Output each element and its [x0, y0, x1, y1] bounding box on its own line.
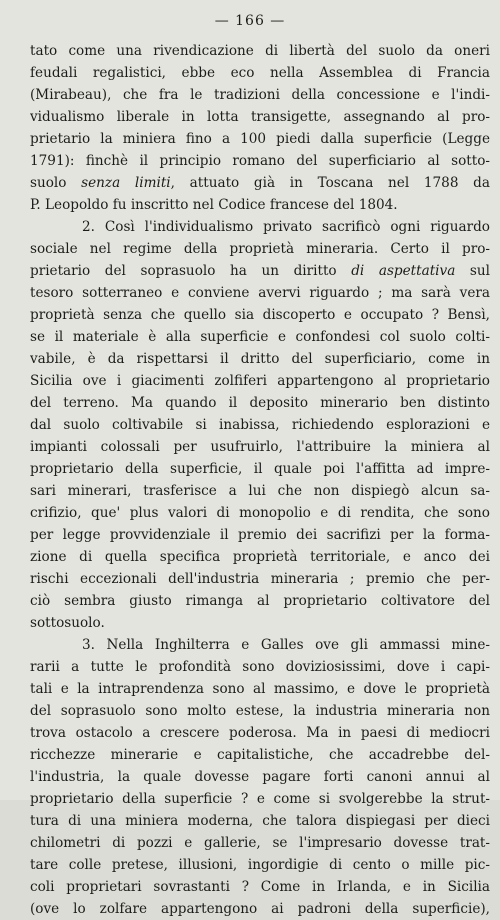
text-line: tato come una rivendicazione di libertà del suolo da oneri — [30, 43, 490, 59]
text-line: feudali regalistici, ebbe eco nella Assemblea di Francia — [30, 65, 490, 81]
text-line: (Mirabeau), che fra le tradizioni della concessione e l'indi- — [30, 87, 490, 103]
text-line: (ove lo zolfare appartengono ai padroni della superficie), — [30, 901, 490, 917]
text-line: tali e la intraprendenza sono al massimo, e dove le proprietà — [30, 681, 490, 697]
text-line: 2. Così l'individualismo privato sacrificò ogni riguardo — [82, 219, 490, 235]
text-line: del soprasuolo sono molto estese, la industria mineraria non — [30, 703, 490, 719]
text-line: proprietario della superficie ? e come si svolgerebbe la strut- — [30, 791, 490, 807]
text-line: se il materiale è alla superficie e confondesi col suolo colti- — [30, 329, 490, 345]
text-line: proprietà senza che quello sia discoperto e occupato ? Bensì, — [30, 307, 490, 323]
body-text — [30, 40, 490, 920]
text-line: zione di quella specifica proprietà territoriale, e anco dei — [30, 549, 490, 565]
text-line: suolo senza limiti, attuato già in Toscana nel 1788 da — [30, 175, 490, 191]
text-line: vabile, è da rispettarsi il dritto del superficiario, come in — [30, 351, 490, 367]
text-line: crifizio, que' plus valori di monopolio e di rendita, che sono — [30, 505, 490, 521]
text-line: 1791): finchè il principio romano del superficiario al sotto- — [30, 153, 490, 169]
page-number: — 166 — — [214, 13, 286, 29]
text-line: proprietario della superficie, il quale poi l'affitta ad impre- — [30, 461, 490, 477]
italic-phrase: senza limiti — [81, 175, 171, 191]
text-line: rischi eccezionali dell'industria mineraria ; premio che per- — [30, 571, 490, 587]
text-line: 3. Nella Inghilterra e Galles ove gli ammassi mine- — [82, 637, 490, 653]
text-line: dal suolo coltivabile si inabissa, richiedendo esplorazioni e — [30, 417, 490, 433]
text-line: vidualismo liberale in lotta transigette, assegnando al pro- — [30, 109, 490, 125]
text-line: sottosuolo. — [30, 615, 105, 631]
text-line: del terreno. Ma quando il deposito minerario ben distinto — [30, 395, 490, 411]
text-line: sociale nel regime della proprietà mineraria. Certo il pro- — [30, 241, 490, 257]
text-line: per legge provvidenziale il premio dei sacrifizi per la forma- — [30, 527, 490, 543]
text-line: ricchezze minerarie e capitalistiche, che accadrebbe del- — [30, 747, 490, 763]
text-line: ciò sembra giusto rimanga al proprietario coltivatore del — [30, 593, 490, 609]
text-line: tare colle pretese, illusioni, ingordigie di cento o mille pic- — [30, 857, 490, 873]
text-line: P. Leopoldo fu inscritto nel Codice francese del 1804. — [30, 197, 398, 213]
text-line: tesoro sotterraneo e conviene avervi riguardo ; ma sarà vera — [30, 285, 490, 301]
text-line: sari minerari, trasferisce a lui che non dispiegò alcun sa- — [30, 483, 490, 499]
text-line: coli proprietari sovrastanti ? Come in Irlanda, e in Sicilia — [30, 879, 490, 895]
text-line: rarii a tutte le profondità sono doviziosissimi, dove i capi- — [30, 659, 490, 675]
text-line: prietario del soprasuolo ha un diritto di aspettativa sul — [30, 263, 490, 279]
italic-phrase: di aspettativa — [351, 263, 456, 279]
text-line: trova ostacolo a crescere poderosa. Ma in paesi di mediocri — [30, 725, 490, 741]
text-line: l'industria, la quale dovesse pagare forti canoni annui al — [30, 769, 490, 785]
text-line: chilometri di pozzi e gallerie, se l'impresario dovesse trat- — [30, 835, 490, 851]
text-line: tura di una miniera moderna, che talora dispiegasi per dieci — [30, 813, 490, 829]
text-line: prietario la miniera fino a 100 piedi dalla superficie (Legge — [30, 131, 490, 147]
text-line: Sicilia ove i giacimenti zolfiferi appartengono al proprietario — [30, 373, 490, 389]
text-line: impianti colossali per usufruirlo, l'attribuire la miniera al — [30, 439, 490, 455]
